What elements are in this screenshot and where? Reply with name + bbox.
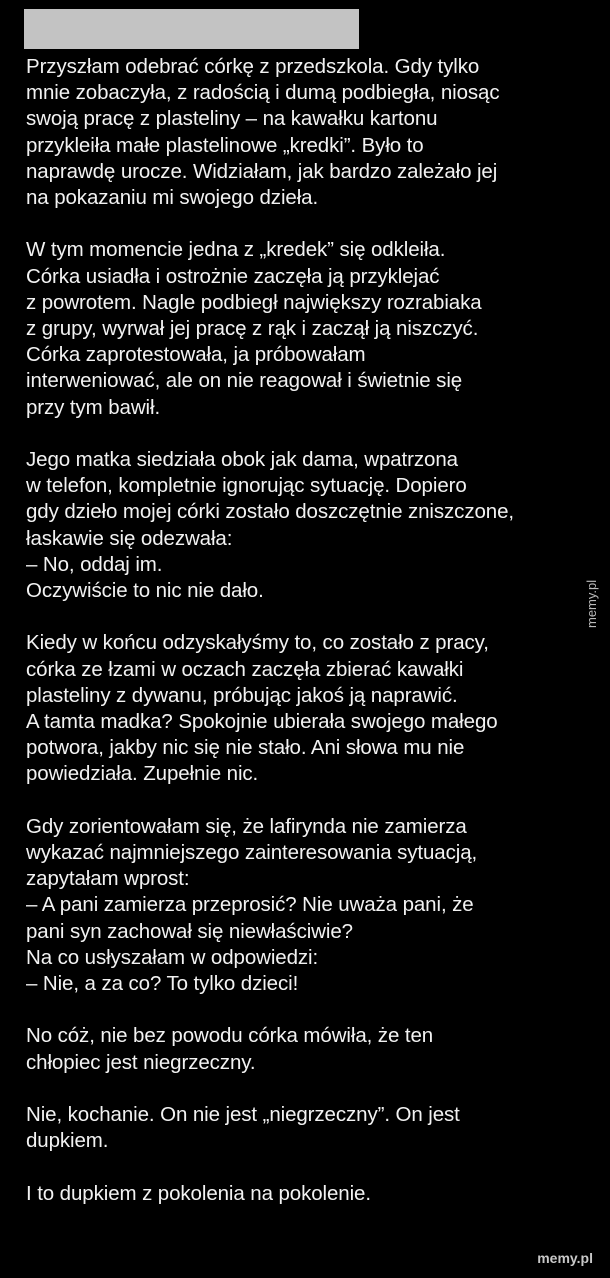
text-line: I to dupkiem z pokolenia na pokolenie. <box>26 1181 371 1205</box>
text-line: córka ze łzami w oczach zaczęła zbierać kawałki <box>26 657 464 681</box>
text-line: przy tym bawił. <box>26 395 161 419</box>
text-line: Na co usłyszałam w odpowiedzi: <box>26 945 319 969</box>
text-line: gdy dzieło mojej córki zostało doszczętnie zniszczone, <box>26 500 514 524</box>
text-line: No cóż, nie bez powodu córka mówiła, że ten <box>26 1024 434 1048</box>
paragraph <box>26 814 586 997</box>
paragraph <box>26 237 586 420</box>
text-line: – A pani zamierza przeprosić? Nie uważa pani, że <box>26 893 474 917</box>
text-line: przykleiła małe plastelinowe „kredki”. Było to <box>26 133 424 157</box>
text-line: Jego matka siedziała obok jak dama, wpatrzona <box>26 448 458 472</box>
text-line: dupkiem. <box>26 1129 109 1153</box>
bottom-watermark: memy.pl <box>537 1250 593 1266</box>
text-line: potwora, jakby nic się nie stało. Ani słowa mu nie <box>26 736 465 760</box>
text-line: – Nie, a za co? To tylko dzieci! <box>26 972 299 996</box>
text-line: – No, oddaj im. <box>26 552 163 576</box>
text-line: pani syn zachował się niewłaściwie? <box>26 919 353 943</box>
text-line: Oczywiście to nic nie dało. <box>26 579 264 603</box>
paragraph <box>26 630 586 787</box>
text-line: plasteliny z dywanu, próbując jakoś ją naprawić. <box>26 683 458 707</box>
story-text <box>26 54 586 1233</box>
text-line: Przyszłam odebrać córkę z przedszkola. Gdy tylko <box>26 55 480 78</box>
text-line: wykazać najmniejszego zainteresowania sytuacją, <box>26 841 478 865</box>
paragraph <box>26 1023 586 1075</box>
text-line: zapytałam wprost: <box>26 867 190 891</box>
text-line: W tym momencie jedna z „kredek” się odkleiła. <box>26 238 446 262</box>
text-line: chłopiec jest niegrzeczny. <box>26 1050 256 1074</box>
text-line: Gdy zorientowałam się, że lafirynda nie zamierza <box>26 814 467 838</box>
side-watermark: memy.pl <box>584 579 599 628</box>
paragraph <box>26 1102 586 1154</box>
text-line: powiedziała. Zupełnie nic. <box>26 762 259 786</box>
text-line: w telefon, kompletnie ignorując sytuację. Dopiero <box>26 474 467 498</box>
text-line: Córka usiadła i ostrożnie zaczęła ją przyklejać <box>26 264 440 288</box>
text-line: Nie, kochanie. On nie jest „niegrzeczny”. On jest <box>26 1103 460 1127</box>
text-line: z powrotem. Nagle podbiegł największy rozrabiaka <box>26 290 482 314</box>
text-line: interweniować, ale on nie reagował i świetnie się <box>26 369 463 393</box>
redacted-header-bar <box>24 9 359 49</box>
text-line: naprawdę urocze. Widziałam, jak bardzo zależało jej <box>26 159 498 183</box>
text-line: z grupy, wyrwał jej pracę z rąk i zaczął ją niszczyć. <box>26 317 479 341</box>
paragraph <box>26 1181 586 1207</box>
paragraph <box>26 447 586 604</box>
text-line: łaskawie się odezwała: <box>26 526 233 550</box>
text-line: mnie zobaczyła, z radością i dumą podbiegła, niosąc <box>26 81 500 105</box>
text-line: Córka zaprotestowała, ja próbowałam <box>26 343 366 367</box>
text-line: A tamta madka? Spokojnie ubierała swojego małego <box>26 710 498 734</box>
text-line: na pokazaniu mi swojego dzieła. <box>26 186 319 210</box>
paragraph <box>26 54 586 211</box>
text-line: Kiedy w końcu odzyskałyśmy to, co zostało z pracy, <box>26 631 489 655</box>
text-line: swoją pracę z plasteliny – na kawałku kartonu <box>26 107 438 131</box>
